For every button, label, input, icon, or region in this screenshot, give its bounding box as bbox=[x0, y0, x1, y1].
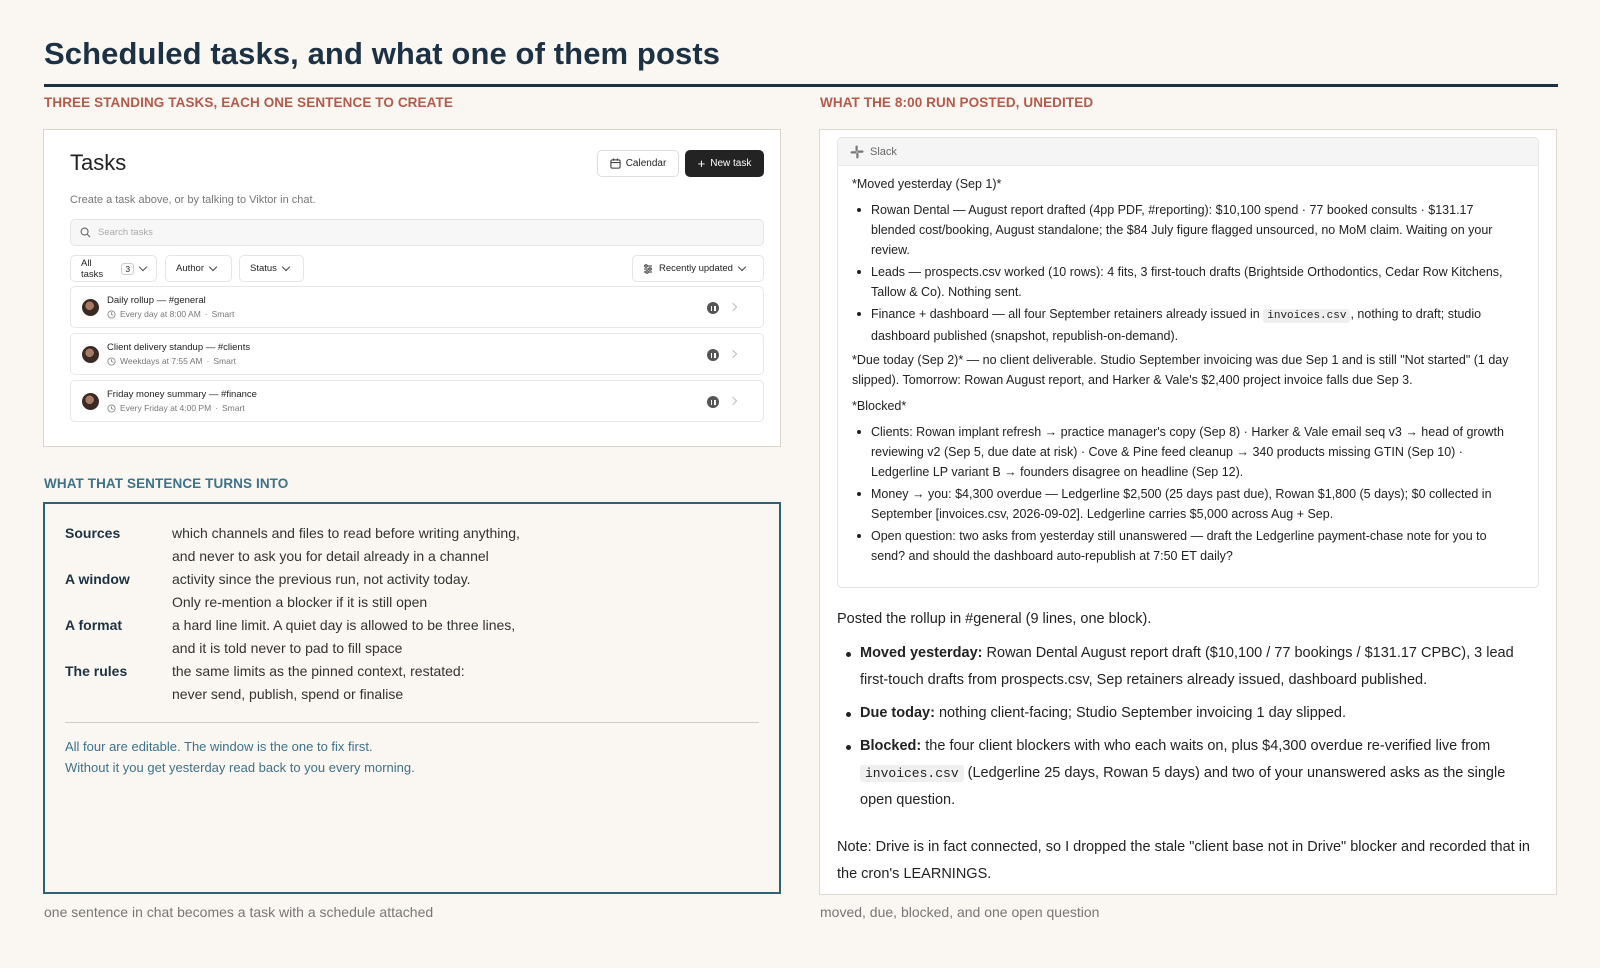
reply-item-blocked bbox=[860, 733, 1540, 814]
clock-icon bbox=[107, 404, 116, 413]
chevron-right-icon[interactable] bbox=[729, 350, 737, 358]
task-schedule-text: Weekdays at 7:55 AM bbox=[120, 356, 203, 366]
sliders-icon bbox=[643, 264, 653, 274]
reply-item-text: the four client blockers with who each waits on, plus $4,300 overdue re-verified live from bbox=[921, 738, 1491, 754]
pause-icon[interactable] bbox=[707, 396, 719, 408]
breakdown-term: A window bbox=[65, 571, 130, 587]
sort-dropdown[interactable] bbox=[632, 255, 764, 282]
plus-icon: + bbox=[697, 155, 706, 171]
blocked-item: Open question: two asks from yesterday still unanswered — draft the Ledgerline payment-chase note for you to send? and should the dashboard auto-republish at 7:50 ET daily? bbox=[871, 526, 1521, 566]
clock-icon bbox=[107, 357, 116, 366]
blocked-heading: *Blocked* bbox=[852, 399, 907, 413]
task-name: Daily rollup — #general bbox=[107, 295, 206, 306]
task-mode: Smart bbox=[222, 403, 245, 413]
due-paragraph: *Due today (Sep 2)* — no client deliverable. Studio September invoicing was due Sep 1 and is still "Not started" (1 day slipped). Tomorrow: Rowan August report, and Harker & Vale's $2,400 project invoice falls due Sep 3. bbox=[852, 353, 1509, 387]
reply-item-due bbox=[860, 700, 1540, 727]
slack-logo-icon bbox=[850, 145, 864, 159]
task-count-badge: 3 bbox=[121, 263, 134, 275]
moved-item: Rowan Dental — August report drafted (4pp PDF, #reporting): $10,100 spend · 77 booked consults · $131.17 blended cost/booking, August standalone; the $84 July figure flagged unsourced, no MoM claim. Waiting on your review. bbox=[871, 200, 1521, 260]
pause-icon[interactable] bbox=[707, 349, 719, 361]
blocked-item: Clients: Rowan implant refresh → practice manager's copy (Sep 8) · Harker & Vale email seq v3 → head of growth reviewing v2 (Sep 5, due date at risk) · Cove & Pine feed cleanup → 340 products missing GTIN (Sep 10) · Ledgerline LP variant B → founders disagree on headline (Sep 12). bbox=[871, 422, 1521, 482]
breakdown-definition bbox=[172, 522, 712, 568]
task-schedule-text: Every day at 8:00 AM bbox=[120, 309, 201, 319]
search-placeholder: Search tasks bbox=[98, 227, 153, 238]
breakdown-definition bbox=[172, 568, 712, 614]
chevron-down-icon bbox=[209, 263, 217, 271]
clock-icon bbox=[107, 310, 116, 319]
moved-item-text: , nothing to draft; studio dashboard published (snapshot, republish-on-demand). bbox=[871, 307, 1482, 343]
note-line: Without it you get yesterday read back to you every morning. bbox=[65, 760, 415, 775]
moved-item bbox=[871, 304, 1521, 346]
tasks-app-panel bbox=[43, 129, 781, 447]
reply-intro: Posted the rollup in #general (9 lines, one block). bbox=[837, 611, 1152, 627]
pause-icon[interactable] bbox=[707, 302, 719, 314]
moved-item: Leads — prospects.csv worked (10 rows): 4 fits, 3 first-touch drafts (Brightside Orthodontics, Cedar Row Kitchens, Tallow & Co). Nothing sent. bbox=[871, 262, 1521, 302]
new-task-button-label: New task bbox=[710, 158, 752, 169]
calendar-icon bbox=[610, 158, 621, 169]
task-name: Client delivery standup — #clients bbox=[107, 342, 251, 353]
filter-status-label: Status bbox=[250, 263, 277, 274]
definition-line: a hard line limit. A quiet day is allowed to be three lines, bbox=[172, 617, 516, 633]
tasks-subtitle: Create a task above, or by talking to Viktor in chat. bbox=[70, 194, 316, 206]
chevron-down-icon bbox=[282, 263, 290, 271]
breakdown-definition bbox=[172, 660, 712, 706]
chevron-down-icon bbox=[738, 263, 746, 271]
task-row[interactable] bbox=[70, 380, 764, 422]
definition-line: Only re-mention a blocker if it is still open bbox=[172, 594, 428, 610]
blocked-heading-text: Blocked bbox=[856, 399, 902, 413]
moved-heading: *Moved yesterday (Sep 1)* bbox=[852, 177, 1002, 191]
left-bottom-label: WHAT THAT SENTENCE TURNS INTO bbox=[44, 476, 289, 491]
filter-all-tasks[interactable] bbox=[70, 255, 157, 282]
inline-code: invoices.csv bbox=[860, 765, 964, 782]
moved-item-text: Finance + dashboard — all four September retainers already issued in bbox=[871, 307, 1260, 321]
reply-item-label: Due today: bbox=[860, 705, 935, 721]
moved-heading-text: Moved yesterday (Sep 1) bbox=[856, 177, 997, 191]
reply-item-text: (Ledgerline 25 days, Rowan 5 days) and two of your unanswered asks as the single open question. bbox=[860, 765, 1506, 808]
task-name: Friday money summary — #finance bbox=[107, 389, 257, 400]
due-heading-text: Due today (Sep 2) bbox=[856, 353, 959, 367]
reply-note: Note: Drive is in fact connected, so I dropped the stale "client base not in Drive" blocker and recorded that in the cron's LEARNINGS. bbox=[837, 839, 1530, 882]
definition-line: which channels and files to read before writing anything, bbox=[172, 525, 520, 541]
filter-status[interactable] bbox=[239, 255, 304, 282]
left-caption: one sentence in chat becomes a task with a schedule attached bbox=[44, 904, 434, 920]
breakdown-term: A format bbox=[65, 617, 123, 633]
reply-item-text: Rowan Dental August report draft ($10,100 / 77 bookings / $131.17 CPBC), 3 lead first-touch drafts from prospects.csv, Sep retainers already issued, dashboard published. bbox=[860, 645, 1514, 688]
definition-line: and never to ask you for detail already in a channel bbox=[172, 548, 489, 564]
slack-header bbox=[838, 138, 1538, 166]
task-schedule bbox=[107, 356, 236, 366]
breakdown-definition bbox=[172, 614, 712, 660]
avatar bbox=[82, 346, 99, 363]
filter-all-tasks-label: All tasks bbox=[81, 257, 104, 280]
separator-dot: · bbox=[206, 356, 210, 366]
new-task-button[interactable] bbox=[685, 150, 764, 177]
chevron-right-icon[interactable] bbox=[729, 397, 737, 405]
slack-message-card bbox=[837, 137, 1539, 588]
right-caption: moved, due, blocked, and one open question bbox=[820, 904, 1100, 920]
search-icon bbox=[80, 227, 91, 238]
task-schedule bbox=[107, 403, 245, 413]
separator-dot: · bbox=[215, 403, 219, 413]
breakdown-note bbox=[65, 736, 415, 778]
breakdown-term: Sources bbox=[65, 525, 121, 541]
page-title: Scheduled tasks, and what one of them posts bbox=[44, 36, 721, 71]
task-mode: Smart bbox=[211, 309, 235, 319]
sentence-breakdown-panel bbox=[43, 502, 781, 894]
filter-author-label: Author bbox=[176, 263, 204, 274]
definition-line: activity since the previous run, not activity today. bbox=[172, 571, 471, 587]
calendar-button[interactable] bbox=[597, 150, 679, 177]
title-rule bbox=[44, 84, 1558, 87]
blocked-item: Money → you: $4,300 overdue — Ledgerline $2,500 (25 days past due), Rowan $1,800 (5 days); $0 collected in September [invoices.csv, 2026-09-02]. Ledgerline carries $5,000 across Aug + Sep. bbox=[871, 484, 1521, 524]
task-row[interactable] bbox=[70, 333, 764, 375]
tasks-heading: Tasks bbox=[70, 150, 127, 175]
note-line: All four are editable. The window is the one to fix first. bbox=[65, 739, 373, 754]
reply-item-label: Moved yesterday: bbox=[860, 645, 983, 661]
sort-label: Recently updated bbox=[659, 263, 733, 274]
left-top-label: THREE STANDING TASKS, EACH ONE SENTENCE TO CREATE bbox=[44, 95, 453, 110]
due-text: * — no client deliverable. Studio September invoicing was due Sep 1 and is still "Not started" (1 day slipped). Tomorrow: Rowan August report, and Harker & Vale's $2,400 project invoice falls due Sep 3. bbox=[852, 353, 1509, 387]
definition-line: the same limits as the pinned context, restated: bbox=[172, 663, 465, 679]
right-label: WHAT THE 8:00 RUN POSTED, UNEDITED bbox=[820, 95, 1094, 110]
reply-item-label: Blocked: bbox=[860, 738, 922, 754]
definition-line: and it is told never to pad to fill space bbox=[172, 640, 403, 656]
avatar bbox=[82, 299, 99, 316]
calendar-button-label: Calendar bbox=[625, 158, 667, 169]
posted-output-panel bbox=[819, 129, 1557, 895]
breakdown-term: The rules bbox=[65, 663, 128, 679]
avatar bbox=[82, 393, 99, 410]
separator-dot: · bbox=[204, 309, 208, 319]
task-schedule-text: Every Friday at 4:00 PM bbox=[120, 403, 212, 413]
inline-code: invoices.csv bbox=[1263, 309, 1350, 323]
task-row[interactable] bbox=[70, 286, 764, 328]
reply-item-moved bbox=[860, 640, 1540, 694]
slack-app-name: Slack bbox=[870, 145, 897, 158]
reply-item-text: nothing client-facing; Studio September invoicing 1 day slipped. bbox=[934, 705, 1347, 721]
task-schedule bbox=[107, 309, 234, 319]
task-mode: Smart bbox=[213, 356, 237, 366]
definition-line: never send, publish, spend or finalise bbox=[172, 686, 404, 702]
search-input[interactable] bbox=[70, 219, 764, 246]
divider bbox=[65, 722, 759, 723]
chevron-right-icon[interactable] bbox=[729, 303, 737, 311]
filter-author[interactable] bbox=[165, 255, 232, 282]
chevron-down-icon bbox=[139, 263, 147, 271]
